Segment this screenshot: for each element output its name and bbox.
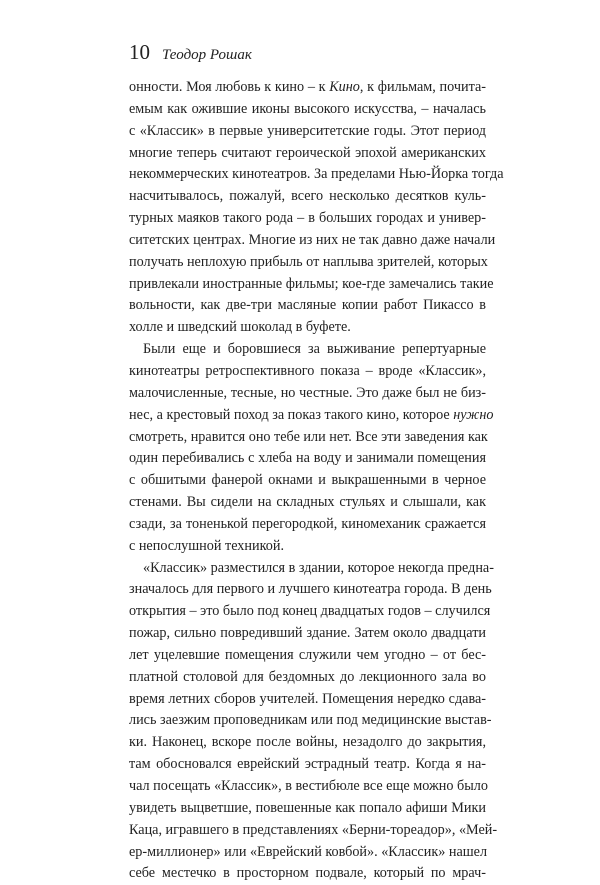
- body-text: [129, 77, 504, 885]
- text-line: нес, а крестовый поход за показ такого кино, которое нужно: [129, 406, 494, 423]
- text-line: один перебивались с хлеба на воду и занимали помещения: [129, 450, 486, 467]
- text-line: с непослушной техникой.: [129, 537, 284, 554]
- text-line: с «Классик» в первые университетские годы. Этот период: [129, 122, 486, 139]
- text-line: лет уцелевшие помещения служили чем угодно – от бес-: [129, 646, 486, 663]
- text-line: емым как ожившие иконы высокого искусства, – началась: [129, 100, 486, 117]
- text-line: пожар, сильно повредивший здание. Затем около двадцати: [129, 625, 486, 642]
- page-number: 10: [129, 40, 150, 64]
- text-line: вольности, как две-три масляные копии работ Пикассо в: [129, 297, 486, 314]
- text-line: многие теперь считают героической эпохой американских: [129, 144, 486, 161]
- text-line: Были еще и боровшиеся за выживание репертуарные: [143, 341, 486, 358]
- text-line: ситетских центрах. Многие из них не так давно даже начали: [129, 231, 496, 248]
- text-line: ер-миллионер» или «Еврейский ковбой». «Классик» нашел: [129, 843, 488, 860]
- text-line: онности. Моя любовь к кино – к Кино, к фильмам, почита-: [129, 79, 486, 95]
- text-line: платной столовой для бездомных до лекционного зала во: [129, 668, 486, 685]
- text-line: получать неплохую прибыль от наплыва зрителей, которых: [129, 253, 488, 270]
- text-line: привлекали иностранные фильмы; кое-где замечались такие: [129, 275, 494, 292]
- text-line: себе местечко в просторном подвале, который по мрач-: [129, 865, 486, 882]
- text-line: кинотеатры ретроспективного показа – вроде «Классик»,: [129, 362, 486, 379]
- running-head: Теодор Рошак: [162, 47, 252, 63]
- text-line: открытия – это было под конец двадцатых годов – случился: [129, 603, 491, 620]
- text-line: некоммерческих кинотеатров. За пределами Нью-Йорка тогда: [129, 166, 504, 183]
- text-line: стенами. Вы сидели на складных стульях и слышали, как: [129, 494, 486, 511]
- text-line: там обосновался еврейский эстрадный театр. Когда я на-: [129, 756, 486, 773]
- text-line: сзади, за тоненькой перегородкой, киномеханик сражается: [129, 515, 486, 532]
- page-header: [129, 40, 252, 68]
- text-line: Каца, игравшего в представлениях «Берни-тореадор», «Мей-: [129, 821, 498, 838]
- text-line: малочисленные, тесные, но честные. Это даже был не биз-: [129, 384, 486, 401]
- text-line: лись заезжим проповедникам или под медицинские выстав-: [129, 712, 492, 729]
- text-line: время летних сборов учителей. Помещения нередко сдава-: [129, 690, 486, 707]
- text-line: смотреть, нравится оно тебе или нет. Все эти заведения как: [129, 428, 488, 445]
- text-line: ки. Наконец, вскоре после войны, незадолго до закрытия,: [129, 734, 486, 751]
- text-line: увидеть выцветшие, повешенные как попало афиши Мики: [129, 799, 486, 816]
- text-line: «Классик» разместился в здании, которое некогда предна-: [143, 559, 494, 576]
- text-line: насчитывалось, пожалуй, всего несколько десятков куль-: [129, 188, 486, 205]
- text-line: холле и шведский шоколад в буфете.: [129, 319, 351, 336]
- text-line: чал посещать «Классик», в вестибюле все еще можно было: [129, 778, 488, 794]
- text-line: значалось для первого и лучшего кинотеатра города. В день: [129, 581, 492, 598]
- text-line: с обшитыми фанерой окнами и выкрашенными в черное: [129, 472, 486, 489]
- text-line: турных маяков такого рода – в больших городах и универ-: [129, 210, 486, 227]
